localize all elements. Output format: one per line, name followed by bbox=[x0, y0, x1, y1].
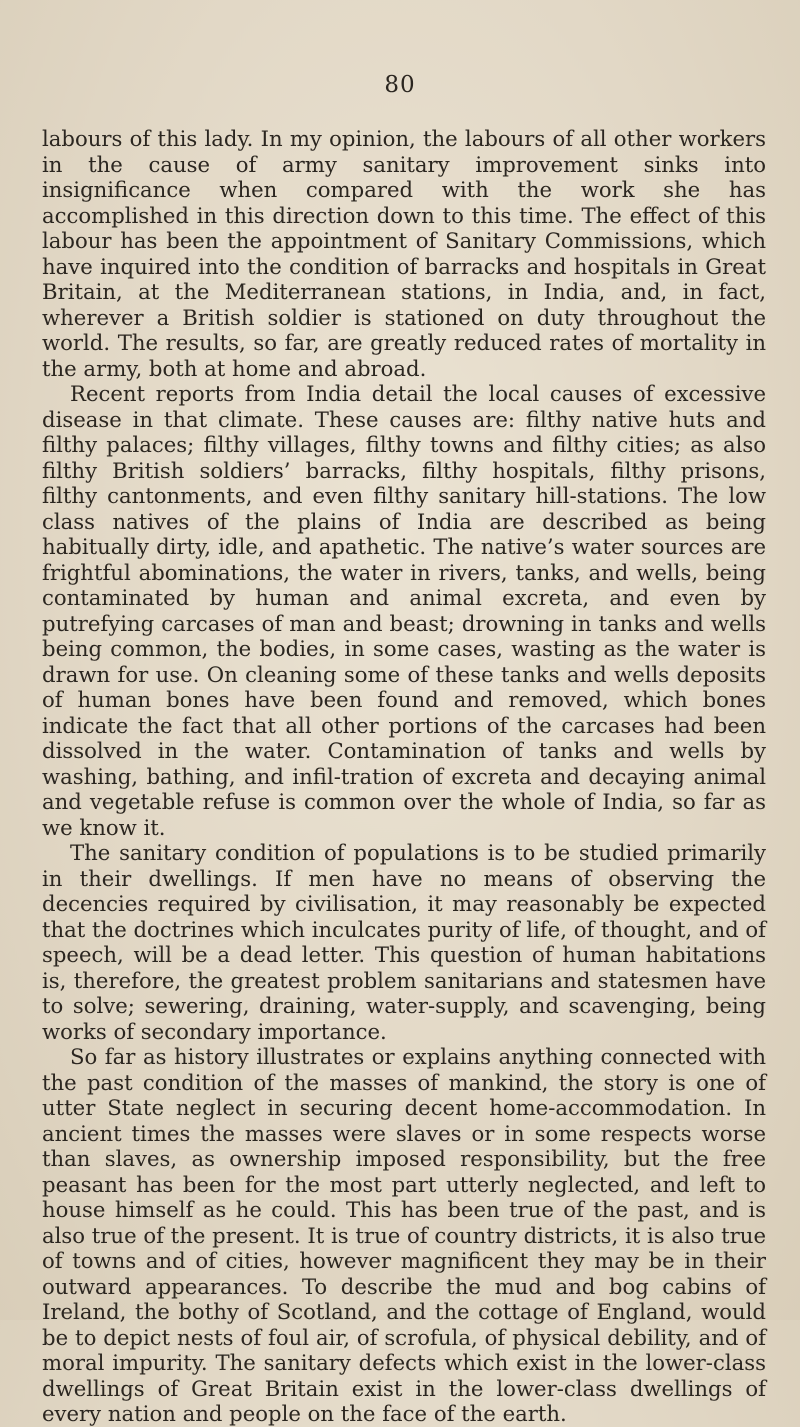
paragraph-india-reports: Recent reports from India detail the local causes of excessive disease in that climate. These causes are: filthy native huts and filthy palaces; filthy villages, filthy towns and filthy cities; as also filthy British soldiers’ barracks, filthy hospitals, filthy prisons, filthy cantonments, and even filthy sanitary hill-stations. The low class natives of the plains of India are described as being habitually dirty, idle, and apathetic. The native’s water sources are frightful abominations, the water in rivers, tanks, and wells, being contaminated by human and animal excreta, and even by putrefying carcases of man and beast; drowning in tanks and wells being common, the bodies, in some cases, wasting as the water is drawn for use. On cleaning some of these tanks and wells deposits of human bones have been found and removed, which bones indicate the fact that all other portions of the carcases had been dissolved in the water. Contamination of tanks and wells by washing, bathing, and infil-tration of excreta and decaying animal and vegetable refuse is common over the whole of India, so far as we know it. bbox=[42, 381, 766, 840]
paragraph-dwellings: The sanitary condition of populations is to be studied primarily in their dwellings. If men have no means of observing the decencies required by civilisation, it may reasonably be expected that the doctrines which inculcates purity of life, of thought, and of speech, will be a dead letter. This question of human habitations is, therefore, the greatest problem sanitarians and statesmen have to solve; sewering, draining, water-supply, and scavenging, being works of secondary importance. bbox=[42, 840, 766, 1044]
body-text bbox=[42, 126, 766, 1427]
page-number: 80 bbox=[384, 72, 416, 98]
paragraph-history: So far as history illustrates or explains anything connected with the past condition of the masses of mankind, the story is one of utter State neglect in securing decent home-accommodation. In ancient times the masses were slaves or in some respects worse than slaves, as ownership imposed responsibility, but the free peasant has been for the most part utterly neglected, and left to house himself as he could. This has been true of the past, and is also true of the present. It is true of country districts, it is also true of towns and of cities, however magnificent they may be in their outward appearances. To describe the mud and bog cabins of Ireland, the bothy of Scotland, and the cottage of England, would be to depict nests of foul air, of scrofula, of physical debility, and of moral impurity. The sanitary defects which exist in the lower-class dwellings of Great Britain exist in the lower-class dwellings of every nation and people on the face of the earth. bbox=[42, 1044, 766, 1426]
paragraph-continuation: labours of this lady. In my opinion, the labours of all other workers in the cause of army sanitary improvement sinks into insignificance when compared with the work she has accomplished in this direction down to this time. The effect of this labour has been the appointment of Sanitary Commissions, which have inquired into the condition of barracks and hospitals in Great Britain, at the Mediterranean stations, in India, and, in fact, wherever a British soldier is stationed on duty throughout the world. The results, so far, are greatly reduced rates of mortality in the army, both at home and abroad. bbox=[42, 126, 766, 381]
